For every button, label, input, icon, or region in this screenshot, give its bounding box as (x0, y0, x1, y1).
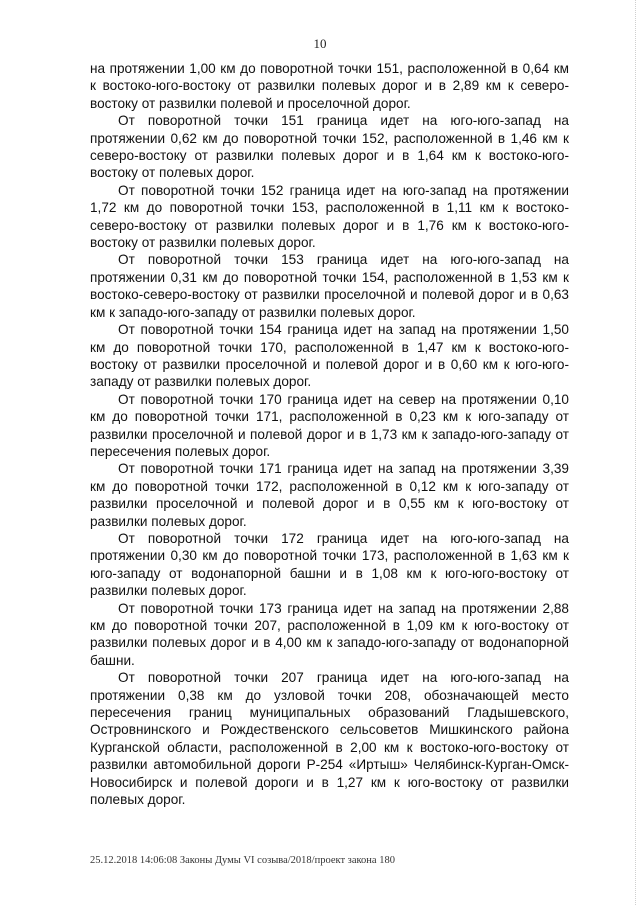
paragraph: От поворотной точки 207 граница идет на юго-юго-запад на протяжении 0,38 км до узловой точки 208, обозначающей место пересечения границ муниципальных образований Гладышевского, Островнинского и Рождественского сельсоветов Мишкинского района Курганской области, расположенной в 2,00 км к востоко-юго-востоку от развилки автомобильной дороги Р-254 «Иртыш» Челябинск-Курган-Омск-Новосибирск и полевой дороги и в 1,27 км к юго-востоку от развилки полевых дорог. (90, 670, 569, 808)
paragraph: на протяжении 1,00 км до поворотной точки 151, расположенной в 0,64 км к востоко-юго-востоку от развилки полевых дорог и в 2,89 км к северо-востоку от развилки полевой и проселочной дорог. (90, 61, 569, 111)
paragraph: От поворотной точки 172 граница идет на юго-юго-запад на протяжении 0,30 км до поворотной точки 173, расположенной в 1,63 км к юго-западу от водонапорной башни и в 1,08 км к юго-юго-востоку от развилки полевых дорог. (90, 530, 569, 599)
paragraph: От поворотной точки 171 граница идет на запад на протяжении 3,39 км до поворотной точки 172, расположенной в 0,12 км к юго-западу от развилки проселочной и полевой дорог и в 0,55 км к юго-востоку от развилки полевых дорог. (90, 461, 569, 529)
page-number: 10 (313, 36, 327, 51)
paragraph: От поворотной точки 153 граница идет на юго-юго-запад на протяжении 0,31 км до поворотной точки 154, расположенной в 1,53 км к востоко-северо-востоку от развилки проселочной и полевой дорог и в 0,63 км к западо-юго-западу от развилки полевых дорог. (90, 252, 569, 320)
paragraph: От поворотной точки 154 граница идет на запад на протяжении 1,50 км до поворотной точки 170, расположенной в 1,47 км к востоко-юго-востоку от развилки проселочной и полевой дорог и в 0,60 км к юго-юго-западу от развилки полевых дорог. (90, 322, 569, 390)
document-body (90, 60, 569, 808)
paragraph: От поворотной точки 151 граница идет на юго-юго-запад на протяжении 0,62 км до поворотной точки 152, расположенной в 1,46 км к северо-востоку от развилки полевых дорог и в 1,64 км к востоко-юго-востоку от полевых дорог. (90, 113, 569, 181)
paragraph: От поворотной точки 173 граница идет на запад на протяжении 2,88 км до поворотной точки 207, расположенной в 1,09 км к юго-востоку от развилки полевых дорог и в 4,00 км к западо-юго-западу от водонапорной башни. (90, 600, 569, 668)
paragraph: От поворотной точки 170 граница идет на север на протяжении 0,10 км до поворотной точки 171, расположенной в 0,23 км к юго-западу от развилки проселочной и полевой дорог и в 1,73 км к западо-юго-западу от пересечения полевых дорог. (90, 391, 569, 459)
paragraph: От поворотной точки 152 граница идет на юго-запад на протяжении 1,72 км до поворотной точки 153, расположенной в 1,11 км к востоко-северо-востоку от развилки полевых дорог и в 1,76 км к востоко-юго-востоку от развилки полевых дорог. (90, 182, 569, 251)
document-footer: 25.12.2018 14:06:08 Законы Думы VI созыва/2018/проект закона 180 (90, 855, 395, 866)
scan-edge-divider (634, 0, 636, 905)
